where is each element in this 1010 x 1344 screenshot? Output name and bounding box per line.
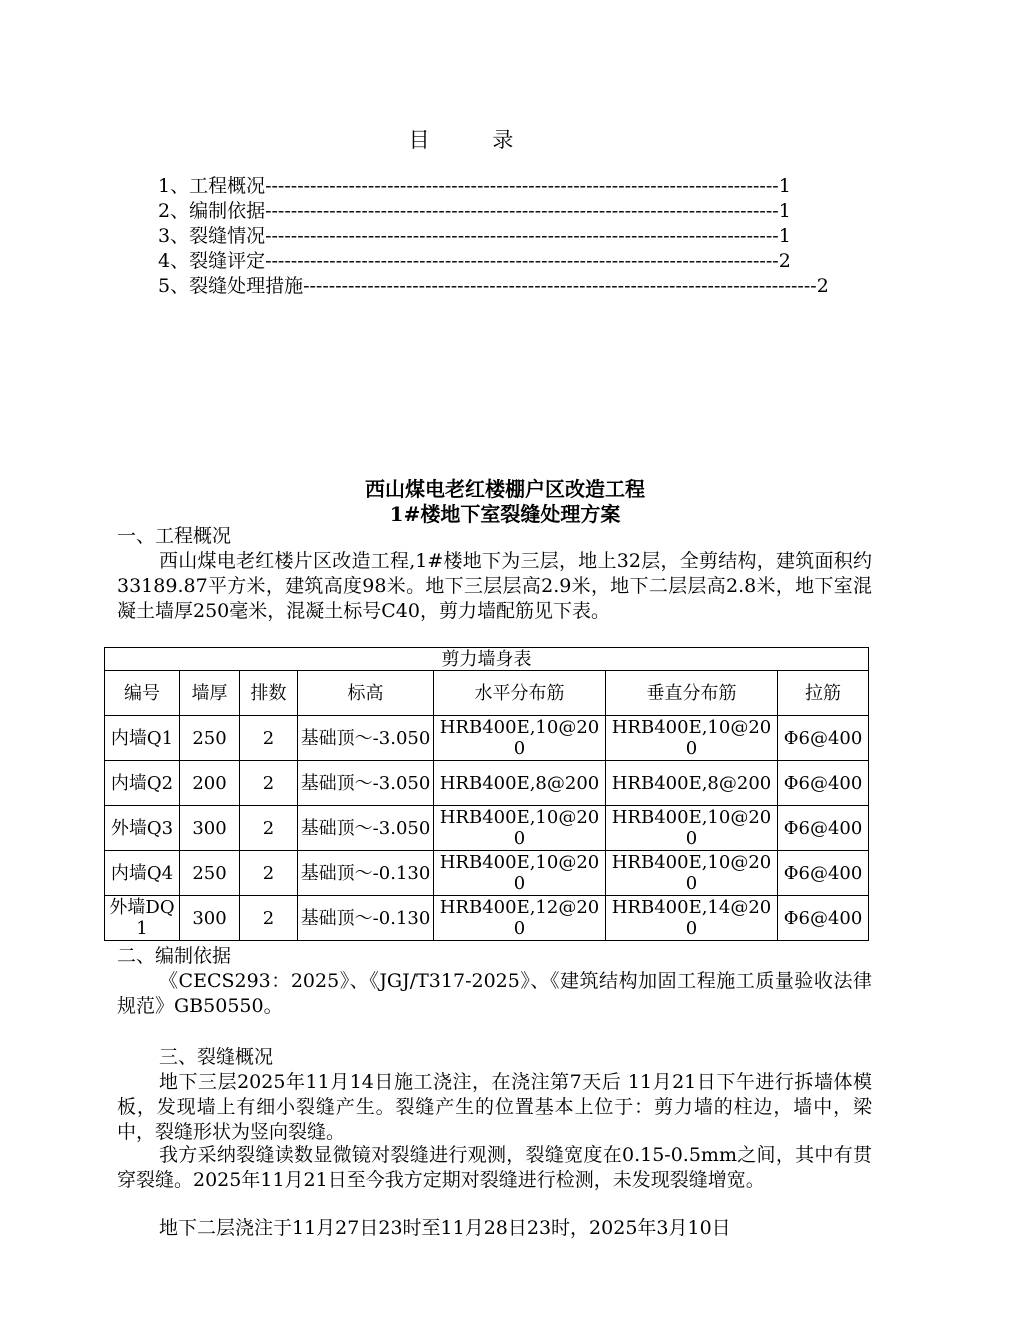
table-cell: HRB400E,10@200: [434, 851, 606, 896]
table-row: [105, 806, 869, 851]
toc-item[interactable]: [158, 174, 791, 199]
toc-item[interactable]: [158, 249, 791, 274]
section1-paragraph: 西山煤电老红楼片区改造工程,1#楼地下为三层，地上32层，全剪结构，建筑面积约33189.87平方米，建筑高度98米。地下三层层高2.9米，地下二层层高2.8米，地下室混凝土墙厚250毫米，混凝土标号C40，剪力墙配筋见下表。: [117, 550, 872, 622]
table-row: [105, 761, 869, 806]
table-cell: HRB400E,10@200: [434, 716, 606, 761]
table-row: [105, 716, 869, 761]
table-cell: 2: [240, 896, 298, 941]
toc-item-label: 5、裂缝处理措施: [158, 275, 304, 297]
section3-paragraph-3: 地下二层浇注于11月27日23时至11月28日23时，2025年3月10日: [159, 1217, 731, 1239]
table-cell: 外墙Q3: [105, 806, 180, 851]
table-cell: 基础顶～-0.130: [298, 896, 434, 941]
toc-leader: --------------------------------------------------------------------------------: [265, 175, 779, 197]
toc-item-label: 1、工程概况: [158, 175, 266, 197]
table-caption: 剪力墙身表: [105, 648, 869, 671]
toc-item-page: 1: [778, 200, 791, 222]
table-cell: 250: [180, 716, 240, 761]
table-row: [105, 851, 869, 896]
toc-leader: --------------------------------------------------------------------------------: [303, 275, 817, 297]
toc-item-page: 1: [778, 175, 791, 197]
table-cell: 内墙Q2: [105, 761, 180, 806]
table-cell: 基础顶～-3.050: [298, 806, 434, 851]
column-header: 垂直分布筋: [606, 671, 778, 716]
toc-item[interactable]: [158, 199, 791, 224]
toc-item[interactable]: [158, 274, 829, 299]
table-cell: 基础顶～-3.050: [298, 761, 434, 806]
section3-paragraph-2: 我方采纳裂缝读数显微镜对裂缝进行观测，裂缝宽度在0.15-0.5mm之间，其中有贯穿裂缝。2025年11月21日至今我方定期对裂缝进行检测，未发现裂缝增宽。: [117, 1144, 872, 1191]
table-cell: 基础顶～-3.050: [298, 716, 434, 761]
toc-leader: --------------------------------------------------------------------------------: [265, 250, 779, 272]
table-cell: Φ6@400: [778, 716, 869, 761]
column-header: 编号: [105, 671, 180, 716]
table-cell: 内墙Q4: [105, 851, 180, 896]
table-cell: HRB400E,12@200: [434, 896, 606, 941]
column-header: 标高: [298, 671, 434, 716]
column-header: 排数: [240, 671, 298, 716]
table-cell: 外墙DQ1: [105, 896, 180, 941]
toc-item-page: 1: [778, 225, 791, 247]
table-cell: 250: [180, 851, 240, 896]
toc-item-page: 2: [816, 275, 829, 297]
section3-heading: 三、裂缝概况: [159, 1046, 274, 1068]
section2-paragraph: 《CECS293：2025》、《JGJ/T317-2025》、《建筑结构加固工程施工质量验收法律规范》GB50550。: [117, 970, 872, 1017]
table-cell: 基础顶～-0.130: [298, 851, 434, 896]
table-cell: HRB400E,10@200: [606, 851, 778, 896]
toc-leader: --------------------------------------------------------------------------------: [265, 200, 779, 222]
shear-wall-table: [104, 647, 869, 941]
table-of-contents: [158, 174, 829, 299]
table-cell: HRB400E,10@200: [606, 716, 778, 761]
table-cell: 200: [180, 761, 240, 806]
table-cell: 2: [240, 761, 298, 806]
document-title-line1: 西山煤电老红楼棚户区改造工程: [365, 477, 645, 501]
table-cell: 2: [240, 716, 298, 761]
document-title-line2: 1#楼地下室裂缝处理方案: [389, 502, 621, 526]
section3-paragraph-1: 地下三层2025年11月14日施工浇注，在浇注第7天后 11月21日下午进行拆墙体模板，发现墙上有细小裂缝产生。裂缝产生的位置基本上位于：剪力墙的柱边，墙中，梁中，裂缝形状为竖向裂缝。: [117, 1071, 872, 1143]
column-header: 水平分布筋: [434, 671, 606, 716]
table-cell: HRB400E,8@200: [434, 761, 606, 806]
table-cell: 300: [180, 806, 240, 851]
table-cell: Φ6@400: [778, 806, 869, 851]
toc-item-label: 4、裂缝评定: [158, 250, 266, 272]
toc-leader: --------------------------------------------------------------------------------: [265, 225, 779, 247]
table-cell: 2: [240, 851, 298, 896]
table-cell: HRB400E,8@200: [606, 761, 778, 806]
toc-item-label: 3、裂缝情况: [158, 225, 266, 247]
table-row: [105, 896, 869, 941]
table-cell: Φ6@400: [778, 851, 869, 896]
toc-item-label: 2、编制依据: [158, 200, 266, 222]
column-header: 墙厚: [180, 671, 240, 716]
table-cell: HRB400E,10@200: [606, 806, 778, 851]
table-cell: 内墙Q1: [105, 716, 180, 761]
table-cell: Φ6@400: [778, 896, 869, 941]
toc-title: 目 录: [408, 128, 542, 152]
table-cell: 2: [240, 806, 298, 851]
table-cell: HRB400E,14@200: [606, 896, 778, 941]
column-header: 拉筋: [778, 671, 869, 716]
table-cell: HRB400E,10@200: [434, 806, 606, 851]
toc-item[interactable]: [158, 224, 791, 249]
table-cell: Φ6@400: [778, 761, 869, 806]
table-cell: 300: [180, 896, 240, 941]
section2-heading: 二、编制依据: [117, 945, 232, 967]
section1-heading: 一、工程概况: [117, 525, 232, 547]
toc-item-page: 2: [778, 250, 791, 272]
